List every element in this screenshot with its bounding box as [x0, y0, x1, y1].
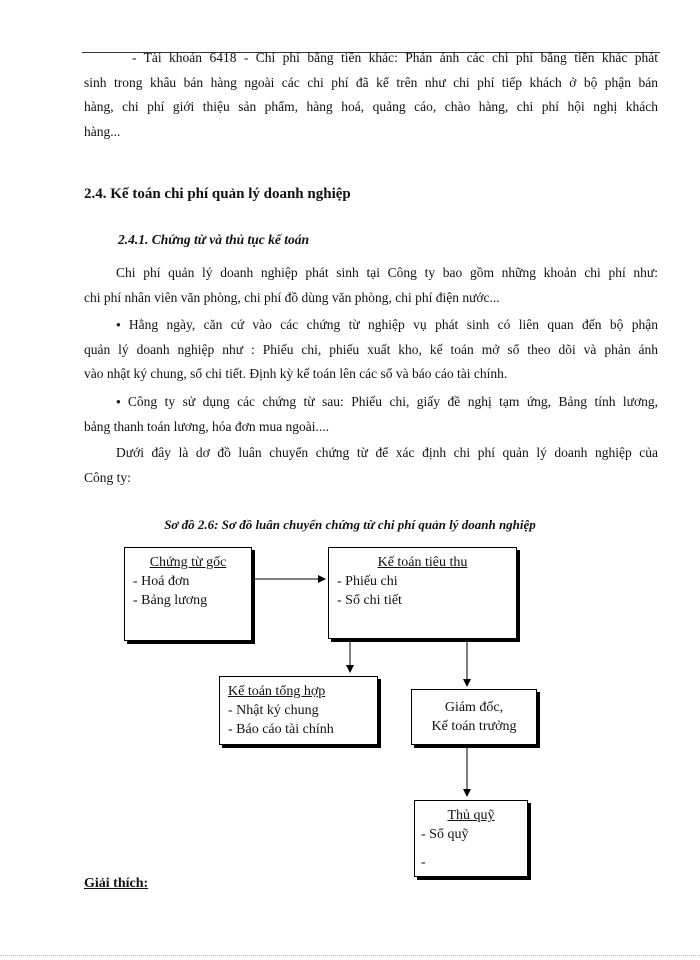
page-bottom-rule	[0, 955, 700, 956]
text-line: sinh trong khâu bán hàng ngoài các chi phí đã kể trên như chi phí tiếp khách ở bộ phận bán	[84, 74, 658, 90]
box-item: - Bảng lương	[133, 593, 208, 608]
box-chung-tu-goc	[124, 547, 252, 641]
box-title: Kế toán tiêu thu	[377, 555, 468, 570]
box-item: - Sổ chi tiết	[337, 593, 402, 608]
text-line: - Tài khoản 6418 - Chi phí bằng tiền khác: Phản ánh các chi phí bằng tiền khác phát	[132, 50, 658, 65]
box-ke-toan-tong-hop	[219, 676, 378, 745]
box-item: - Phiếu chi	[337, 574, 398, 589]
section-heading: 2.4. Kế toán chi phí quản lý doanh nghiệp	[84, 186, 351, 202]
box-title: Thủ quỹ	[447, 808, 495, 823]
box-item: - Hoá đơn	[133, 574, 190, 589]
text-line: Công ty:	[84, 469, 131, 485]
box-giam-doc	[411, 689, 537, 745]
box-line: Giám đốc,	[444, 700, 504, 715]
diagram-caption: Sơ đồ 2.6: Sơ đồ luân chuyển chứng từ chi phí quản lý doanh nghiệp	[164, 517, 536, 532]
box-title: Kế toán tổng hợp	[228, 684, 326, 699]
subsection-heading: 2.4.1. Chứng từ và thủ tục kế toán	[118, 232, 309, 247]
text-line: Chi phí quản lý doanh nghiệp phát sinh tại Công ty bao gồm những khoản chi phí như:	[116, 265, 658, 280]
explanation-heading: Giải thích:	[84, 876, 149, 891]
text-line: Dưới đây là dơ đồ luân chuyển chứng từ để xác định chi phí quản lý doanh nghiệp của	[116, 445, 658, 460]
text-line: bảng thanh toán lương, hóa đơn mua ngoài....	[84, 418, 330, 434]
text-line: chi phí nhân viên văn phòng, chi phí đồ dùng văn phòng, chi phí điện nước...	[84, 289, 500, 305]
box-item: - Báo cáo tài chính	[228, 722, 334, 737]
text-line: hàng, chi phí giới thiệu sản phẩm, hàng hoá, quảng cáo, chào hàng, chi phí hội nghị khách	[84, 99, 658, 114]
text-line: quản lý doanh nghiệp như : Phiếu chi, phiếu xuất kho, kế toán mở sổ theo dõi và phản ánh	[84, 341, 658, 357]
box-item: - Sổ quỹ	[421, 827, 469, 842]
box-line: Kế toán trưởng	[431, 719, 517, 734]
box-item: - Nhật ký chung	[228, 703, 319, 718]
box-title: Chứng từ gốc	[149, 555, 227, 570]
text-line: vào nhật ký chung, sổ chi tiết. Định kỳ kế toán lên các sổ và báo cáo tài chính.	[84, 366, 508, 381]
text-line: hàng...	[84, 123, 121, 139]
box-ke-toan-tieu-thu	[328, 547, 517, 639]
text-line: ● Công ty sử dụng các chứng từ sau: Phiếu chi, giấy đề nghị tạm ứng, Bảng tính lương,	[84, 390, 658, 415]
box-item: -	[421, 855, 426, 870]
text-line: ● Hằng ngày, căn cứ vào các chứng từ nghiệp vụ phát sinh có liên quan đến bộ phận	[84, 313, 658, 338]
box-thu-quy	[414, 800, 528, 877]
